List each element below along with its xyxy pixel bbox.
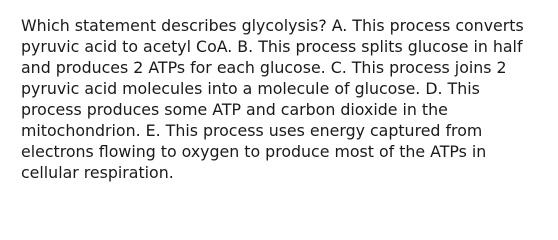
question-line: Which statement describes glycolysis? A. This process converts xyxy=(21,16,524,35)
question-line: electrons flowing to oxygen to produce most of the ATPs in xyxy=(21,142,487,161)
question-text xyxy=(21,15,546,183)
question-line: cellular respiration. xyxy=(21,163,174,182)
question-line: pyruvic acid molecules into a molecule of glucose. D. This xyxy=(21,79,480,98)
question-line: mitochondrion. E. This process uses energy captured from xyxy=(21,121,483,140)
question-line: and produces 2 ATPs for each glucose. C. This process joins 2 xyxy=(21,58,507,77)
question-line: pyruvic acid to acetyl CoA. B. This process splits glucose in half xyxy=(21,37,523,56)
question-line: process produces some ATP and carbon dioxide in the xyxy=(21,100,448,119)
